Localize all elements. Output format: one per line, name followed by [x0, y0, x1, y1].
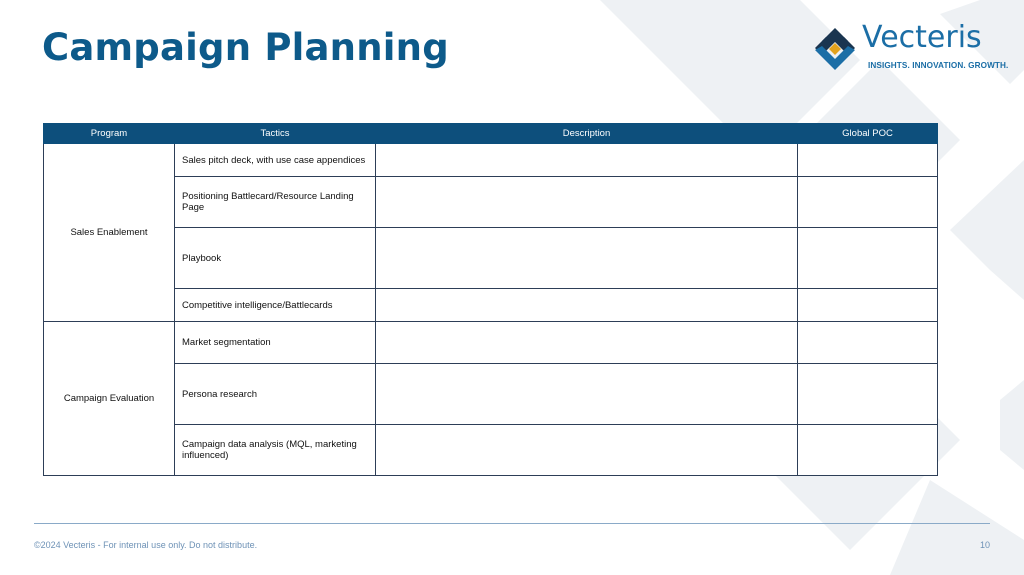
poc-cell[interactable]	[798, 289, 938, 322]
poc-cell[interactable]	[798, 322, 938, 364]
page-number: 10	[979, 540, 990, 550]
program-cell: Sales Enablement	[44, 144, 175, 322]
description-cell[interactable]	[376, 177, 798, 228]
column-header-description: Description	[376, 124, 798, 144]
poc-cell[interactable]	[798, 177, 938, 228]
campaign-planning-table	[43, 123, 938, 476]
page-title: Campaign Planning	[42, 26, 449, 69]
table-row	[44, 177, 938, 228]
tactic-cell: Sales pitch deck, with use case appendices	[175, 144, 376, 177]
program-cell: Campaign Evaluation	[44, 322, 175, 476]
description-cell[interactable]	[376, 144, 798, 177]
tactic-cell: Persona research	[175, 364, 376, 425]
table-row	[44, 322, 938, 364]
footer-divider	[34, 523, 990, 524]
table-row	[44, 289, 938, 322]
column-header-tactics: Tactics	[175, 124, 376, 144]
tactic-cell: Playbook	[175, 228, 376, 289]
table-header-row	[44, 124, 938, 144]
vecteris-logo	[812, 20, 1009, 72]
poc-cell[interactable]	[798, 144, 938, 177]
description-cell[interactable]	[376, 228, 798, 289]
description-cell[interactable]	[376, 322, 798, 364]
description-cell[interactable]	[376, 289, 798, 322]
poc-cell[interactable]	[798, 364, 938, 425]
column-header-global-poc: Global POC	[798, 124, 938, 144]
tactic-cell: Market segmentation	[175, 322, 376, 364]
poc-cell[interactable]	[798, 425, 938, 476]
column-header-program: Program	[44, 124, 175, 144]
diamond-logo-icon	[812, 26, 858, 72]
tactic-cell: Competitive intelligence/Battlecards	[175, 289, 376, 322]
footer-copyright: ©2024 Vecteris - For internal use only. Do not distribute.	[34, 540, 258, 550]
table-row	[44, 228, 938, 289]
logo-wordmark: Vecteris	[862, 20, 982, 55]
description-cell[interactable]	[376, 425, 798, 476]
logo-tagline: INSIGHTS. INNOVATION. GROWTH.	[868, 61, 1009, 70]
tactic-cell: Campaign data analysis (MQL, marketing influenced)	[175, 425, 376, 476]
poc-cell[interactable]	[798, 228, 938, 289]
tactic-cell: Positioning Battlecard/Resource Landing Page	[175, 177, 376, 228]
table-row	[44, 425, 938, 476]
table-row	[44, 364, 938, 425]
table-row	[44, 144, 938, 177]
description-cell[interactable]	[376, 364, 798, 425]
